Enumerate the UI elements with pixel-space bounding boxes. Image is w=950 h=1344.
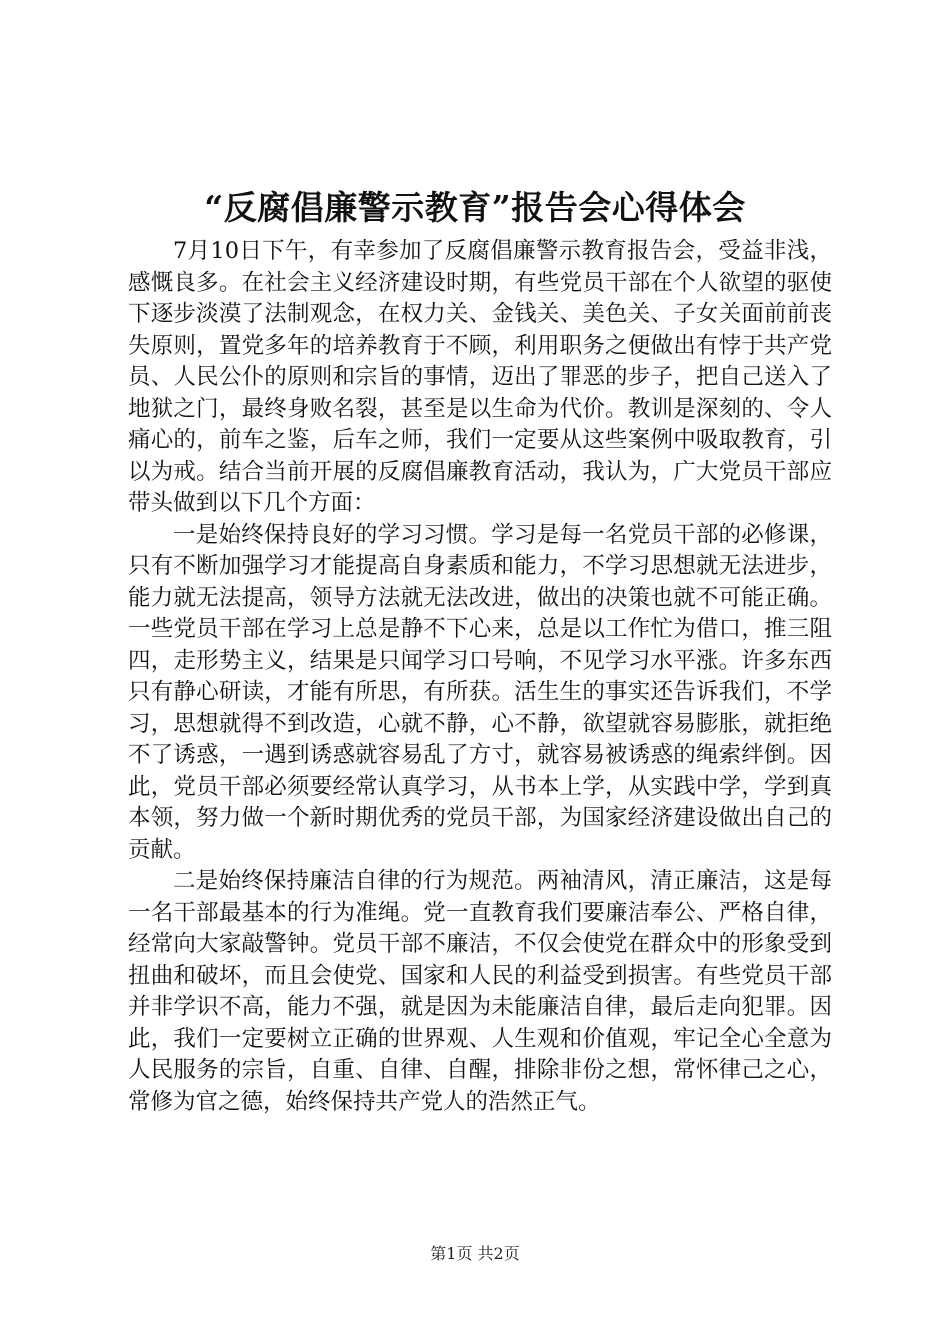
paragraph-integrity: 二是始终保持廉洁自律的行为规范。两袖清风，清正廉洁，这是每一名干部最基本的行为准绳。党一直教育我们要廉洁奉公、严格自律，经常向大家敲警钟。党员干部不廉洁，不仅会使党在群众中的形象受到扭曲和破坏，而且会使党、国家和人民的利益受到损害。有些党员干部并非学识不高，能力不强，就是因为未能廉洁自律，最后走向犯罪。因此，我们一定要树立正确的世界观、人生观和价值观，牢记全心全意为人民服务的宗旨，自重、自律、自醒，排除非份之想，常怀律己之心，常修为官之德，始终保持共产党人的浩然正气。 [128,868,832,1115]
paragraph-intro: 7月10日下午，有幸参加了反腐倡廉警示教育报告会，受益非浅，感慨良多。在社会主义经济建设时期，有些党员干部在个人欲望的驱使下逐步淡漠了法制观念，在权力关、金钱关、美色关、子女关面前前丧失原则，置党多年的培养教育于不顾，利用职务之便做出有悖于共产党员、人民公仆的原则和宗旨的事情，迈出了罪恶的步子，把自己送入了地狱之门，最终身败名裂，甚至是以生命为代价。教训是深刻的、令人痛心的，前车之鉴，后车之师，我们一定要从这些案例中吸取教育，引以为戒。结合当前开展的反腐倡廉教育活动，我认为，广大党员干部应带头做到以下几个方面： [128,238,832,516]
paragraph-study-habit: 一是始终保持良好的学习习惯。学习是每一名党员干部的必修课，只有不断加强学习才能提高自身素质和能力，不学习思想就无法进步，能力就无法提高，领导方法就无法改进，做出的决策也就不可能正确。一些党员干部在学习上总是静不下心来，总是以工作忙为借口，推三阻四，走形势主义，结果是只闻学习口号响，不见学习水平涨。许多东西只有静心研读，才能有所思，有所获。活生生的事实还告诉我们，不学习，思想就得不到改造，心就不静，心不静，欲望就容易膨胀，就拒绝不了诱惑，一遇到诱惑就容易乱了方寸，就容易被诱惑的绳索绊倒。因此，党员干部必须要经常认真学习，从书本上学，从实践中学，学到真本领，努力做一个新时期优秀的党员干部，为国家经济建设做出自己的贡献。 [128,521,832,863]
page-number-indicator: 第1页 共2页 [430,1244,520,1263]
document-title: “反腐倡廉警示教育”报告会心得体会 [204,188,746,227]
page-footer [0,1243,950,1265]
document-body [128,236,832,1118]
